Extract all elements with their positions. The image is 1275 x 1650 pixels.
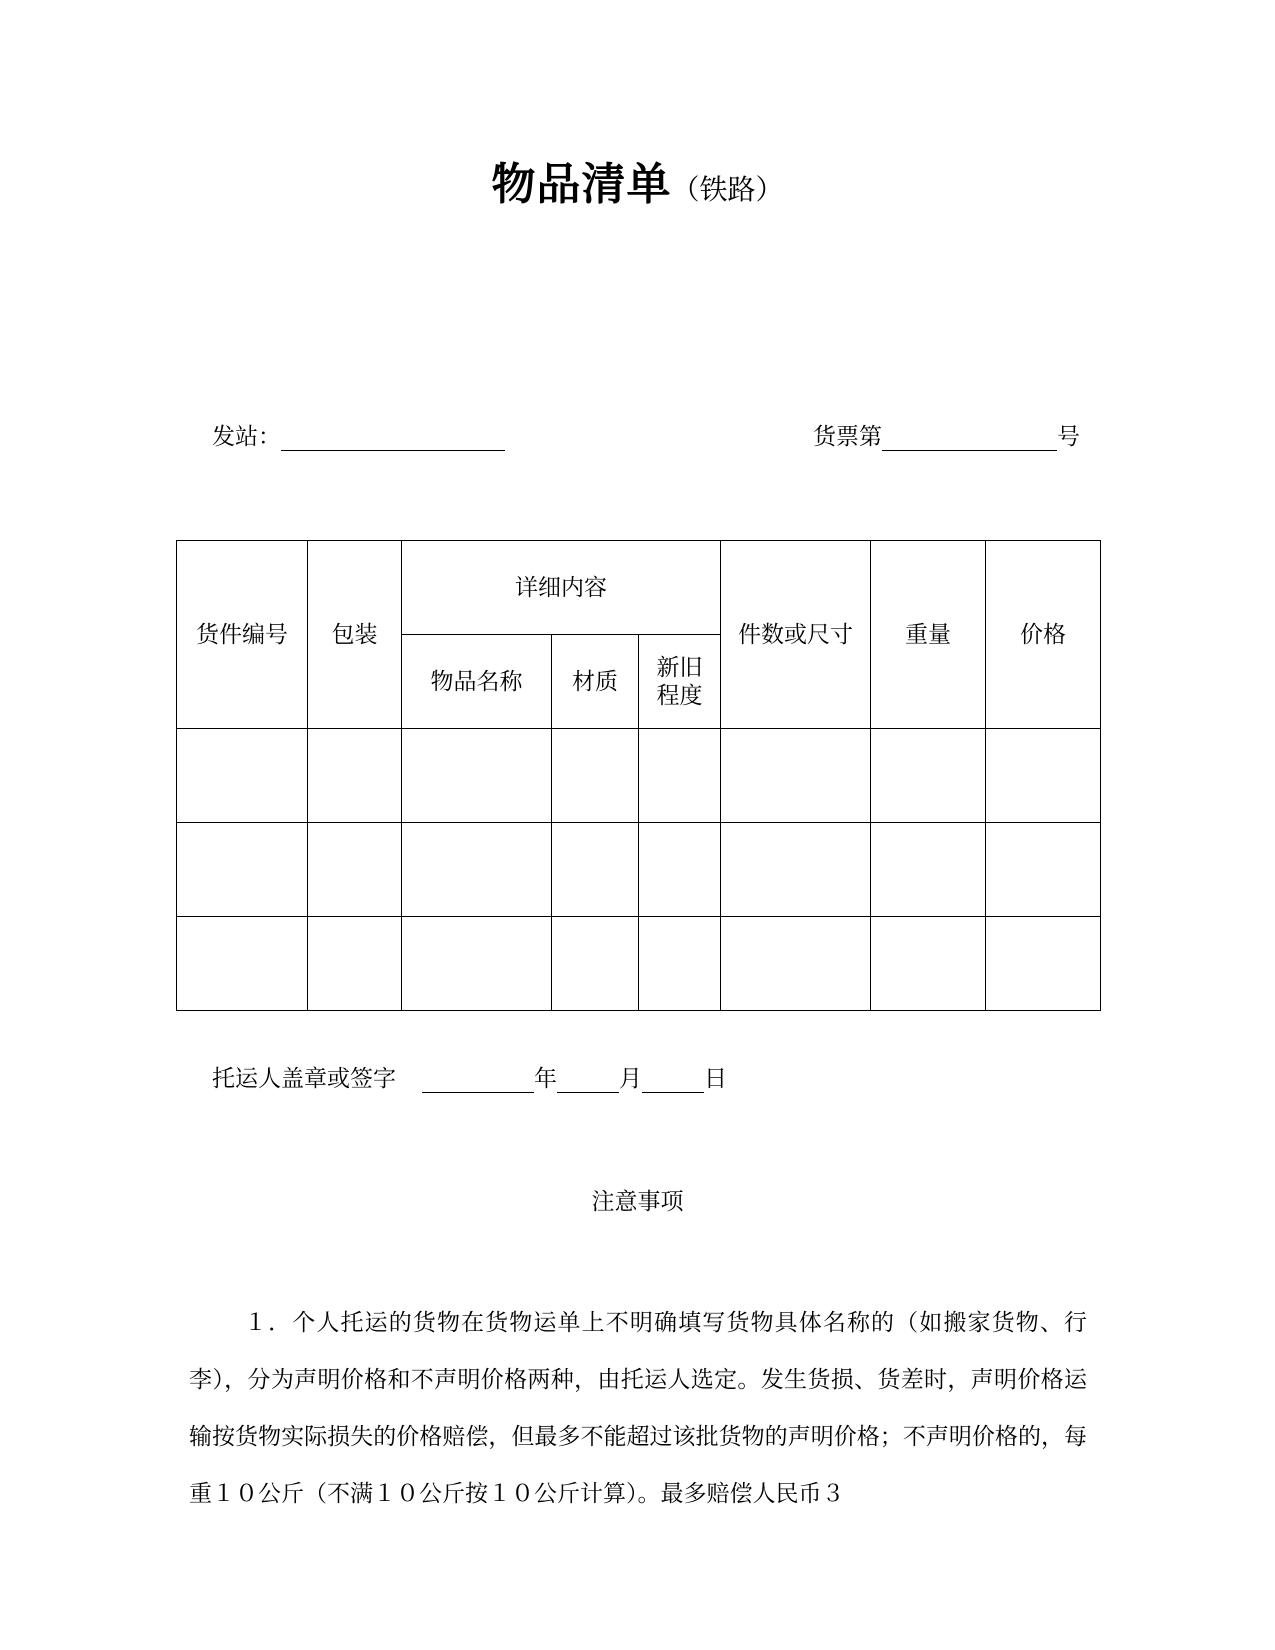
table-cell[interactable] (871, 729, 986, 823)
year-label: 年 (534, 1066, 557, 1092)
header-material: 材质 (552, 635, 639, 729)
table-cell[interactable] (308, 917, 402, 1011)
day-label: 日 (704, 1066, 727, 1092)
header-item-name: 物品名称 (402, 635, 552, 729)
table-cell[interactable] (871, 917, 986, 1011)
table-cell[interactable] (986, 823, 1101, 917)
table-cell[interactable] (308, 729, 402, 823)
table-cell[interactable] (308, 823, 402, 917)
table-cell[interactable] (721, 823, 871, 917)
station-field (212, 418, 505, 451)
header-row (177, 541, 1101, 635)
header-count-size: 件数或尺寸 (721, 541, 871, 729)
table-cell[interactable] (402, 823, 552, 917)
ticket-suffix: 号 (1057, 424, 1080, 450)
table-cell[interactable] (639, 917, 721, 1011)
table-cell[interactable] (552, 729, 639, 823)
table-cell[interactable] (986, 729, 1101, 823)
table-cell[interactable] (721, 917, 871, 1011)
month-label: 月 (619, 1066, 642, 1092)
table-cell[interactable] (871, 823, 986, 917)
signature-label: 托运人盖章或签字 (212, 1066, 396, 1092)
header-price: 价格 (986, 541, 1101, 729)
station-label: 发站： (212, 424, 281, 450)
header-packaging: 包装 (308, 541, 402, 729)
ticket-label: 货票第 (813, 424, 882, 450)
title-sub: （铁路） (671, 173, 784, 206)
table-cell[interactable] (552, 823, 639, 917)
day-blank[interactable] (642, 1068, 704, 1093)
document-title (0, 148, 1275, 212)
title-main: 物品清单 (491, 159, 672, 210)
table-cell[interactable] (639, 823, 721, 917)
header-details: 详细内容 (402, 541, 721, 635)
table-row (177, 917, 1101, 1011)
goods-table (176, 540, 1101, 1011)
table-cell[interactable] (639, 729, 721, 823)
table-cell[interactable] (177, 917, 308, 1011)
header-cargo-id: 货件编号 (177, 541, 308, 729)
month-blank[interactable] (557, 1068, 619, 1093)
table-cell[interactable] (721, 729, 871, 823)
table-cell[interactable] (177, 729, 308, 823)
header-weight: 重量 (871, 541, 986, 729)
table-cell[interactable] (177, 823, 308, 917)
station-blank[interactable] (281, 426, 505, 451)
ticket-number-blank[interactable] (882, 426, 1057, 451)
header-condition: 新旧程度 (639, 635, 721, 729)
signature-line (212, 1060, 727, 1093)
ticket-field (813, 418, 1080, 451)
notice-title: 注意事项 (591, 1189, 684, 1215)
table-cell[interactable] (552, 917, 639, 1011)
table-cell[interactable] (986, 917, 1101, 1011)
table-row (177, 823, 1101, 917)
signature-blank[interactable] (422, 1068, 534, 1093)
table-row (177, 729, 1101, 823)
table-cell[interactable] (402, 729, 552, 823)
notice-paragraph-1: １．个人托运的货物在货物运单上不明确填写货物具体名称的（如搬家货物、行李），分为声明价格和不声明价格两种，由托运人选定。发生货损、货差时，声明价格运输按货物实际损失的价格赔偿，但最多不能超过该批货物的声明价格；不声明价格的，每重１０公斤（不满１０公斤按１０公斤计算）。最多赔偿人民币３ (189, 1310, 1087, 1507)
table-cell[interactable] (402, 917, 552, 1011)
